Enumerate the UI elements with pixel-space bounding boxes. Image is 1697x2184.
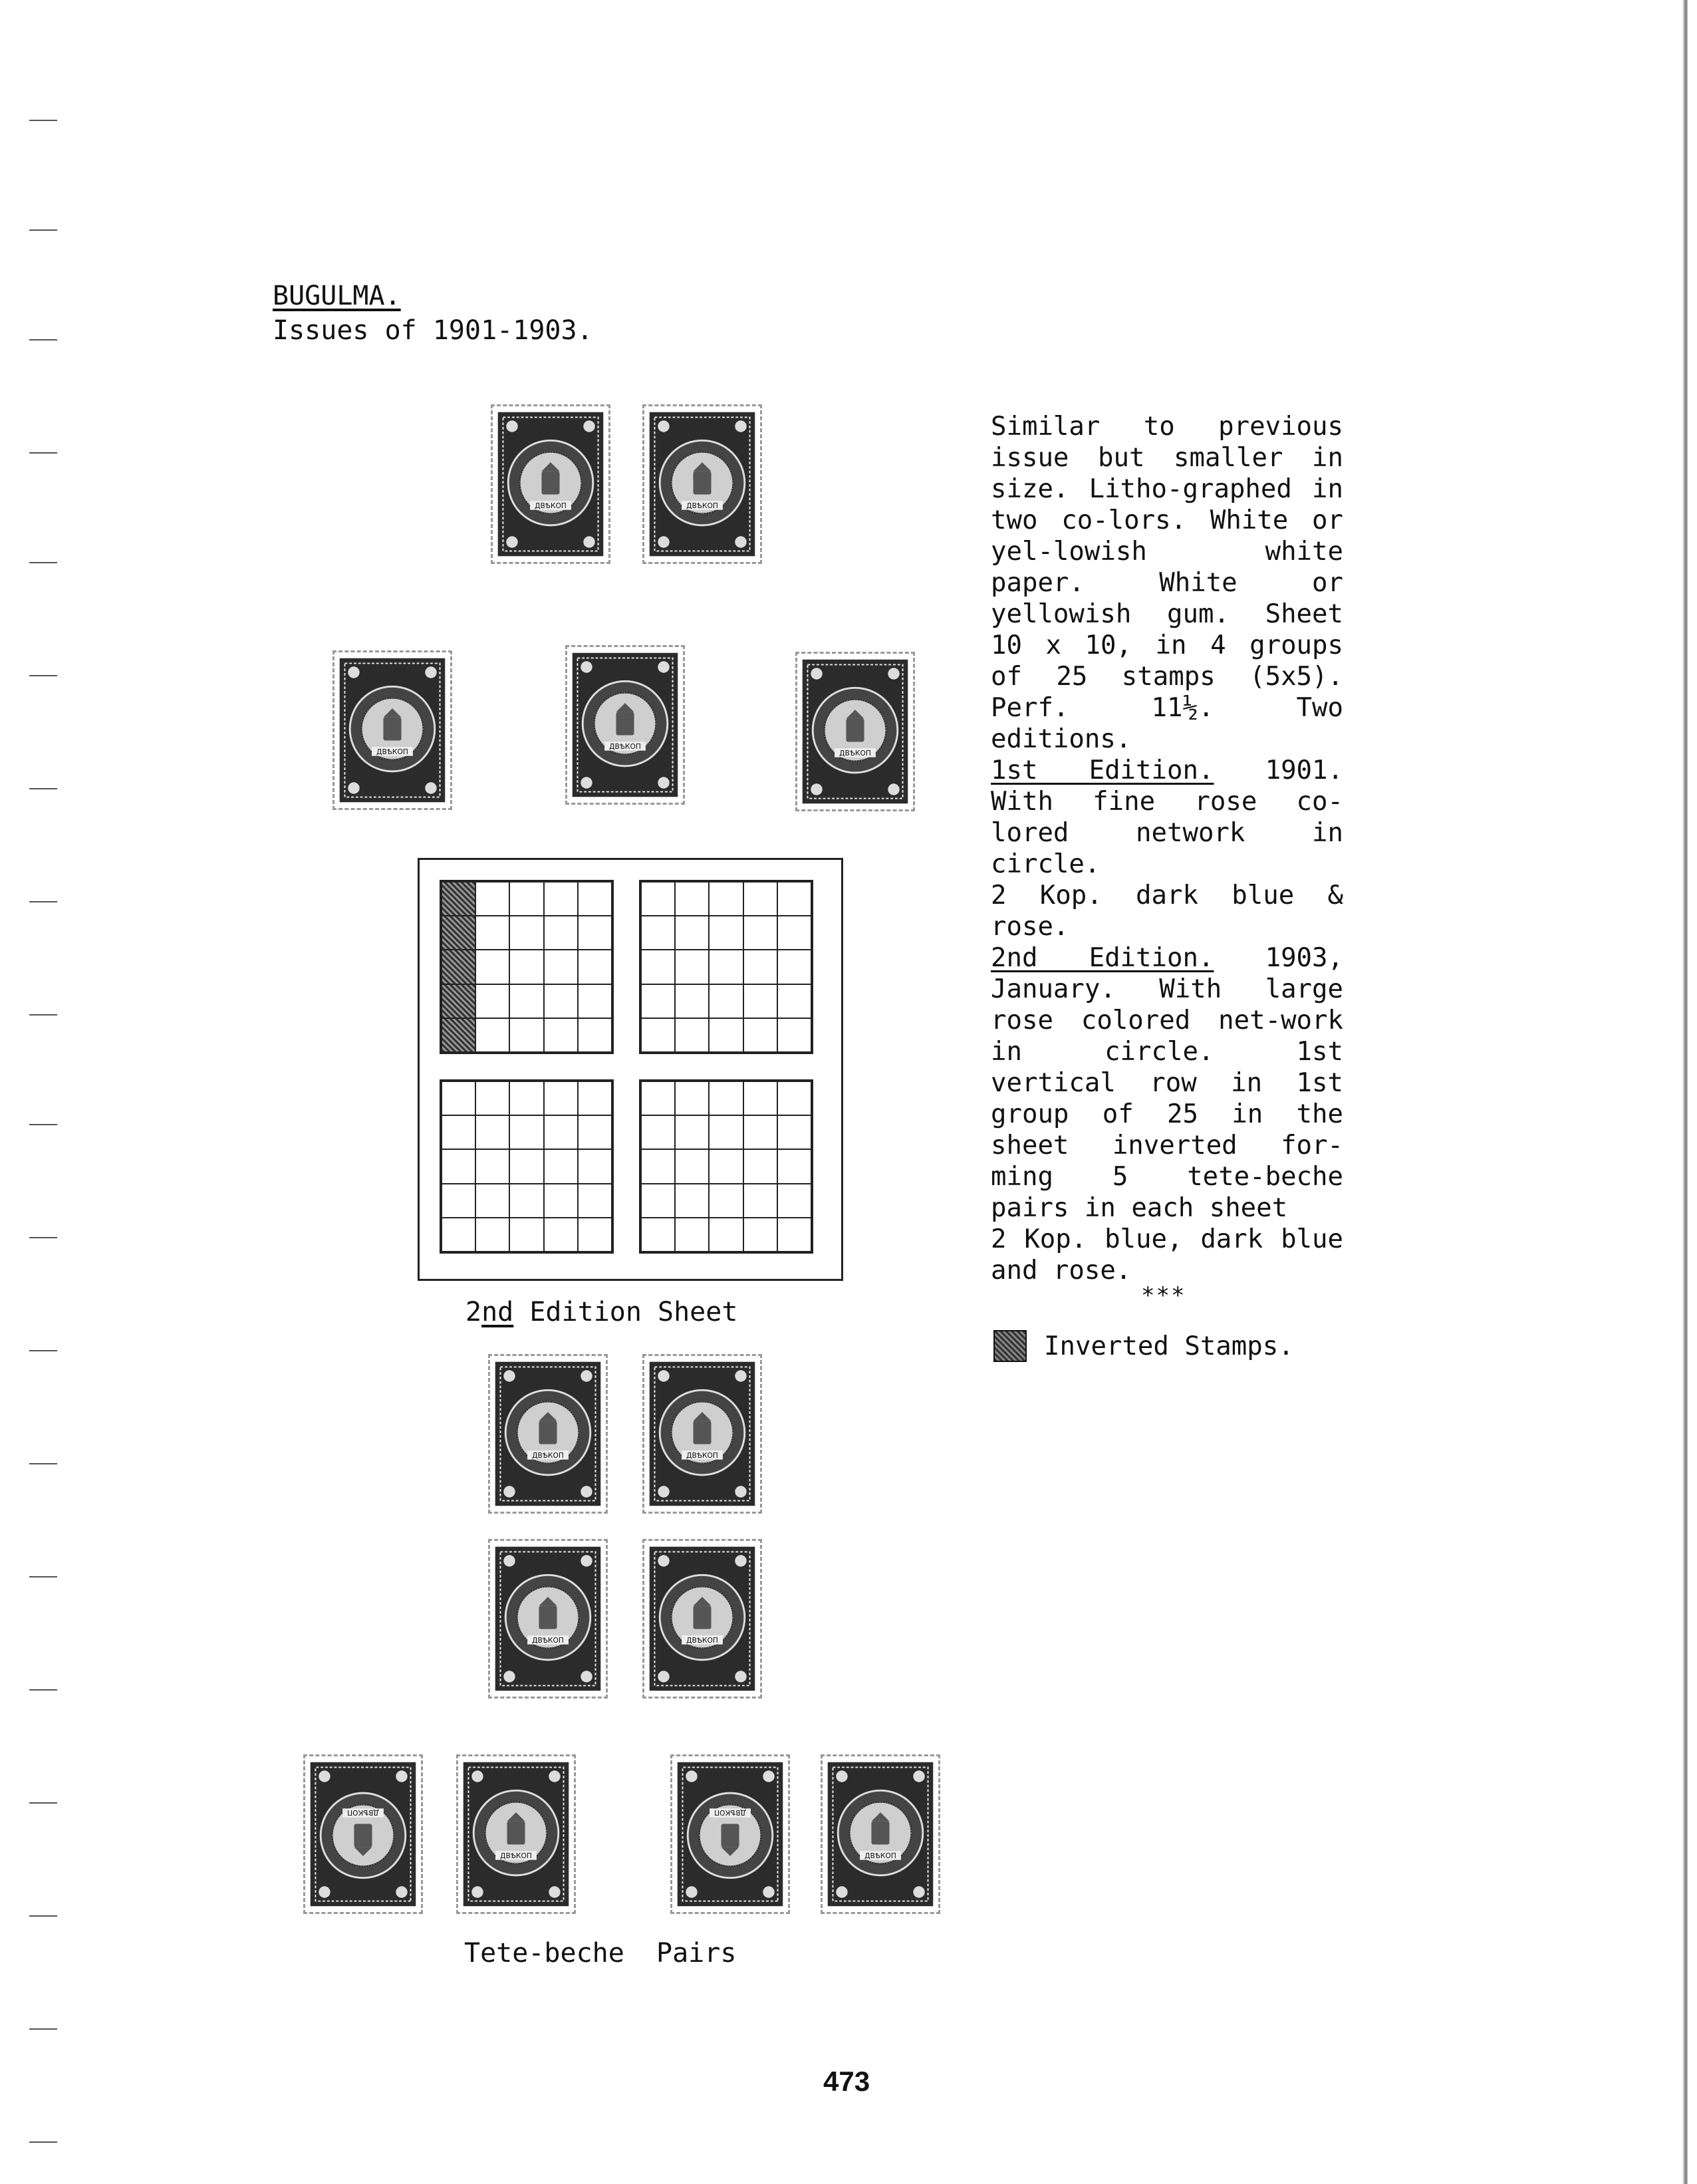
sheet-cell	[641, 1115, 675, 1149]
sheet-cell	[578, 984, 612, 1018]
edition-2-detail: 1st vertical row in 1st group of 25 in the sheet inverted for-ming 5 tete-beche pairs in each sheet	[991, 1037, 1343, 1223]
stamp-image	[491, 404, 610, 564]
svg-text:ДВѢКОП: ДВѢКОП	[376, 747, 408, 756]
svg-text:ДВѢКОП: ДВѢКОП	[609, 742, 641, 751]
legend-label: Inverted Stamps.	[1044, 1331, 1294, 1361]
sheet-cell	[675, 1081, 709, 1115]
sheet-cell	[578, 950, 612, 984]
edition-1-value: 2 Kop. dark blue & rose.	[991, 881, 1343, 942]
description-intro: Similar to previous issue but smaller in size. Litho-graphed in two co-lors. White or yel-lowish white paper. White or yellowish gum. Sheet 10 x 10, in 4 groups of 25 stamps (5x5). Perf. 11½. Two editions.	[991, 412, 1343, 754]
sheet-cell	[641, 1149, 675, 1183]
sheet-cell	[675, 916, 709, 950]
sheet-cell	[709, 984, 743, 1018]
sheet-cell	[475, 1149, 509, 1183]
sheet-cell	[709, 1018, 743, 1052]
edition-2-paragraph	[991, 942, 1343, 1224]
sheet-cell	[475, 916, 509, 950]
sheet-cell	[578, 882, 612, 916]
sheet-cell-inverted	[442, 916, 475, 950]
svg-text:ДВѢКОП: ДВѢКОП	[347, 1808, 379, 1818]
sheet-cell	[578, 1081, 612, 1115]
sheet-cell	[442, 1081, 475, 1115]
sheet-cell	[641, 882, 675, 916]
sheet-cell	[509, 916, 543, 950]
sheet-cell	[578, 1184, 612, 1218]
sheet-cell	[509, 1218, 543, 1252]
sheet-cell	[544, 1218, 578, 1252]
tete-beche-caption	[464, 1938, 736, 1969]
svg-text:ДВѢКОП: ДВѢКОП	[686, 1635, 718, 1645]
sheet-cell	[475, 1081, 509, 1115]
stamp-image	[565, 645, 685, 805]
stamp-image-inverted	[303, 1754, 423, 1914]
sheet-cell	[777, 1184, 811, 1218]
sheet-cell	[675, 1184, 709, 1218]
svg-text:ДВѢКОП: ДВѢКОП	[714, 1808, 746, 1818]
sheet-cell	[544, 1081, 578, 1115]
sheet-cell	[578, 916, 612, 950]
sheet-cell	[709, 1218, 743, 1252]
svg-text:ДВѢКОП: ДВѢКОП	[532, 1635, 564, 1645]
sheet-cell	[641, 1018, 675, 1052]
sheet-cell	[743, 1081, 777, 1115]
sheet-cell	[578, 1018, 612, 1052]
sheet-cell-inverted	[442, 950, 475, 984]
sheet-group-4	[639, 1079, 813, 1254]
sheet-cell	[675, 882, 709, 916]
sheet-cell	[777, 950, 811, 984]
page-number: 473	[823, 2066, 870, 2097]
sheet-cell	[777, 1149, 811, 1183]
sheet-cell	[709, 1184, 743, 1218]
sheet-caption	[465, 1297, 737, 1327]
sheet-cell	[709, 950, 743, 984]
sheet-cell	[675, 1018, 709, 1052]
sheet-cell	[578, 1115, 612, 1149]
sheet-cell	[709, 1149, 743, 1183]
sheet-cell	[641, 1081, 675, 1115]
sheet-cell	[743, 1018, 777, 1052]
sheet-cell	[442, 1115, 475, 1149]
sheet-cell	[777, 1018, 811, 1052]
sheet-cell	[475, 882, 509, 916]
sheet-cell	[509, 1184, 543, 1218]
svg-text:ДВѢКОП: ДВѢКОП	[500, 1851, 532, 1860]
svg-text:ДВѢКОП: ДВѢКОП	[686, 1450, 718, 1460]
sheet-cell	[641, 1184, 675, 1218]
sheet-cell	[641, 984, 675, 1018]
edition-2-text: 1903, January. With large rose colored net-work in circle.	[991, 943, 1343, 1067]
sheet-cell	[509, 984, 543, 1018]
stamp-image	[456, 1754, 576, 1914]
sheet-cell	[544, 916, 578, 950]
sheet-cell	[777, 1081, 811, 1115]
page-title: BUGULMA.	[273, 281, 401, 311]
stamp-image	[642, 1539, 762, 1699]
sheet-cell	[777, 916, 811, 950]
sheet-cell	[743, 882, 777, 916]
sheet-cell	[475, 1018, 509, 1052]
svg-text:ДВѢКОП: ДВѢКОП	[686, 501, 718, 510]
sheet-cell	[544, 882, 578, 916]
sheet-cell	[509, 882, 543, 916]
sheet-group-3	[440, 1079, 614, 1254]
sheet-cell	[442, 1149, 475, 1183]
sheet-cell	[743, 1184, 777, 1218]
sheet-cell	[709, 882, 743, 916]
stamp-image-inverted	[670, 1754, 790, 1914]
svg-text:ДВѢКОП: ДВѢКОП	[535, 501, 567, 510]
sheet-cell	[641, 1218, 675, 1252]
edition-2-heading: 2nd Edition.	[991, 943, 1214, 973]
sheet-cell	[743, 1149, 777, 1183]
sheet-cell	[544, 984, 578, 1018]
description	[991, 411, 1343, 1286]
sheet-cell	[475, 1218, 509, 1252]
sheet-cell	[544, 1184, 578, 1218]
sheet-group-1	[440, 880, 614, 1054]
inverted-swatch-icon	[993, 1330, 1027, 1362]
sheet-cell	[509, 1149, 543, 1183]
legend	[993, 1330, 1294, 1362]
separator-stars: ***	[1141, 1282, 1186, 1309]
sheet-cell	[777, 1218, 811, 1252]
sheet-cell	[509, 1081, 543, 1115]
sheet-cell	[675, 1115, 709, 1149]
sheet-cell	[475, 1115, 509, 1149]
sheet-cell	[777, 984, 811, 1018]
sheet-cell	[641, 916, 675, 950]
sheet-cell	[442, 1218, 475, 1252]
stamp-image	[332, 650, 452, 810]
edition-sheet-diagram	[418, 858, 843, 1281]
svg-text:ДВѢКОП: ДВѢКОП	[864, 1851, 896, 1860]
sheet-cell	[509, 950, 543, 984]
edition-1-heading: 1st Edition.	[991, 755, 1214, 785]
sheet-cell	[709, 916, 743, 950]
sheet-cell	[675, 1218, 709, 1252]
sheet-cell	[509, 1018, 543, 1052]
sheet-cell	[675, 984, 709, 1018]
sheet-cell-inverted	[442, 1018, 475, 1052]
stamp-image	[795, 652, 915, 811]
pairs-label: Pairs	[656, 1938, 737, 1969]
sheet-cell-inverted	[442, 984, 475, 1018]
sheet-cell	[675, 950, 709, 984]
sheet-cell	[475, 1184, 509, 1218]
svg-text:ДВѢКОП: ДВѢКОП	[839, 748, 871, 757]
stamp-image	[488, 1539, 608, 1699]
sheet-cell	[442, 1184, 475, 1218]
caption-text: Edition Sheet	[513, 1297, 738, 1327]
sheet-cell	[509, 1115, 543, 1149]
sheet-cell	[544, 950, 578, 984]
caption-num: 2	[465, 1297, 482, 1327]
sheet-cell	[675, 1149, 709, 1183]
sheet-cell	[743, 950, 777, 984]
sheet-cell	[544, 1018, 578, 1052]
sheet-cell	[709, 1081, 743, 1115]
sheet-cell	[743, 1115, 777, 1149]
sheet-cell	[709, 1115, 743, 1149]
sheet-cell	[743, 916, 777, 950]
stamp-image	[642, 1354, 762, 1514]
sheet-group-2	[639, 880, 813, 1054]
sheet-cell	[743, 1218, 777, 1252]
edition-1-text: 1901. With fine rose co-lored network in circle.	[991, 755, 1343, 879]
sheet-cell	[777, 1115, 811, 1149]
caption-ordinal: nd	[481, 1297, 514, 1327]
tete-beche-label: Tete-beche	[464, 1938, 624, 1969]
stamp-image	[642, 404, 762, 564]
sheet-cell	[641, 950, 675, 984]
sheet-cell	[578, 1218, 612, 1252]
stamp-image	[821, 1754, 940, 1914]
sheet-cell	[475, 984, 509, 1018]
sheet-cell	[743, 984, 777, 1018]
edition-2-value: 2 Kop. blue, dark blue and rose.	[991, 1224, 1343, 1286]
sheet-cell	[544, 1149, 578, 1183]
sheet-cell	[578, 1149, 612, 1183]
sheet-cell	[777, 882, 811, 916]
edition-1-paragraph	[991, 755, 1343, 880]
stamp-image	[488, 1354, 608, 1514]
issue-subtitle: Issues of 1901-1903.	[273, 315, 593, 346]
sheet-cell	[475, 950, 509, 984]
sheet-cell	[544, 1115, 578, 1149]
page-edge	[1682, 0, 1688, 2184]
sheet-cell-inverted	[442, 882, 475, 916]
svg-text:ДВѢКОП: ДВѢКОП	[532, 1450, 564, 1460]
